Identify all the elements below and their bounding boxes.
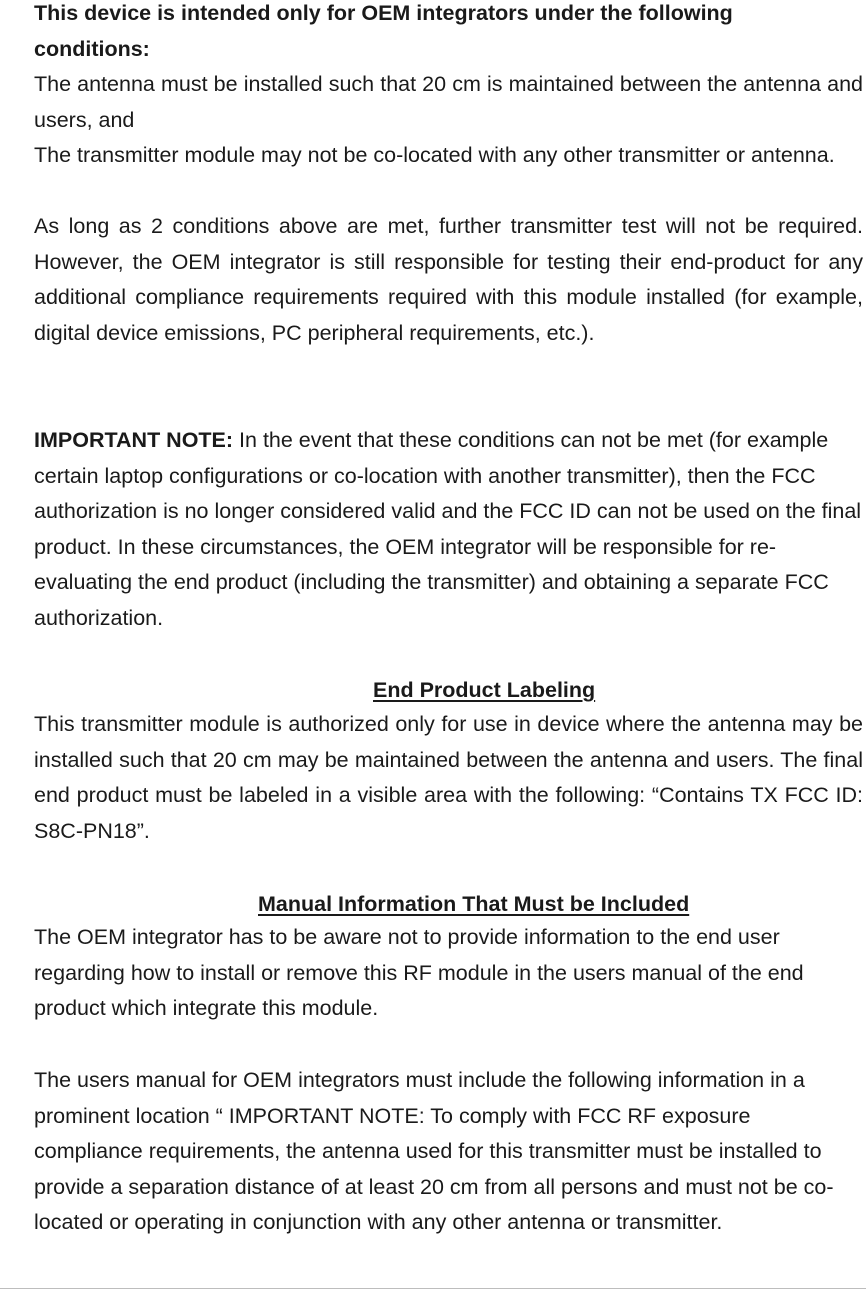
important-note-text: In the event that these conditions can not be met (for example certain laptop configurations or co-location with another transmitter), then the FCC authorization is no longer considered valid and the FCC ID can not be used on the final product. In these circumstances, the OEM integrator will be responsible for re-evaluating the end product (including the transmitter) and obtaining a separate FCC authorization. — [34, 428, 862, 630]
conditions-closing-paragraph: As long as 2 conditions above are met, further transmitter test will not be required. However, the OEM integrator is still responsible for testing their end-product for any additional compliance requirements required with this module installed (for example, digital device emissions, PC peripheral requirements, etc.). — [34, 214, 863, 345]
condition-no-colocation: The transmitter module may not be co-located with any other transmitter or antenna. — [34, 143, 835, 167]
important-note-label: IMPORTANT NOTE: — [34, 428, 234, 452]
manual-info-paragraph-1: The OEM integrator has to be aware not to provide information to the end user regarding how to install or remove this RF module in the users manual of the end product which integrate this module. — [34, 925, 804, 1020]
oem-conditions-heading: This device is intended only for OEM integrators under the following conditions: — [34, 1, 733, 61]
labeling-heading: End Product Labeling — [373, 678, 596, 702]
manual-info-heading: Manual Information That Must be Included — [258, 892, 690, 916]
manual-info-paragraph-2: The users manual for OEM integrators must include the following information in a prominent location “ IMPORTANT NOTE: To comply with FCC RF exposure compliance requirements, the antenna used for this transmitter must be installed to provide a separation distance of at least 20 cm from all persons and must not be co-located or operating in conjunction with any other antenna or transmitter. — [34, 1068, 834, 1234]
page-bottom-rule — [0, 1288, 866, 1289]
condition-antenna-distance: The antenna must be installed such that 20 cm is maintained between the antenna and users, and — [34, 72, 863, 132]
labeling-paragraph: This transmitter module is authorized only for use in device where the antenna may be installed such that 20 cm may be maintained between the antenna and users. The final end product must be labeled in a visible area with the following: “Contains TX FCC ID: S8C-PN18”. — [34, 712, 863, 843]
important-note-paragraph — [34, 423, 863, 636]
